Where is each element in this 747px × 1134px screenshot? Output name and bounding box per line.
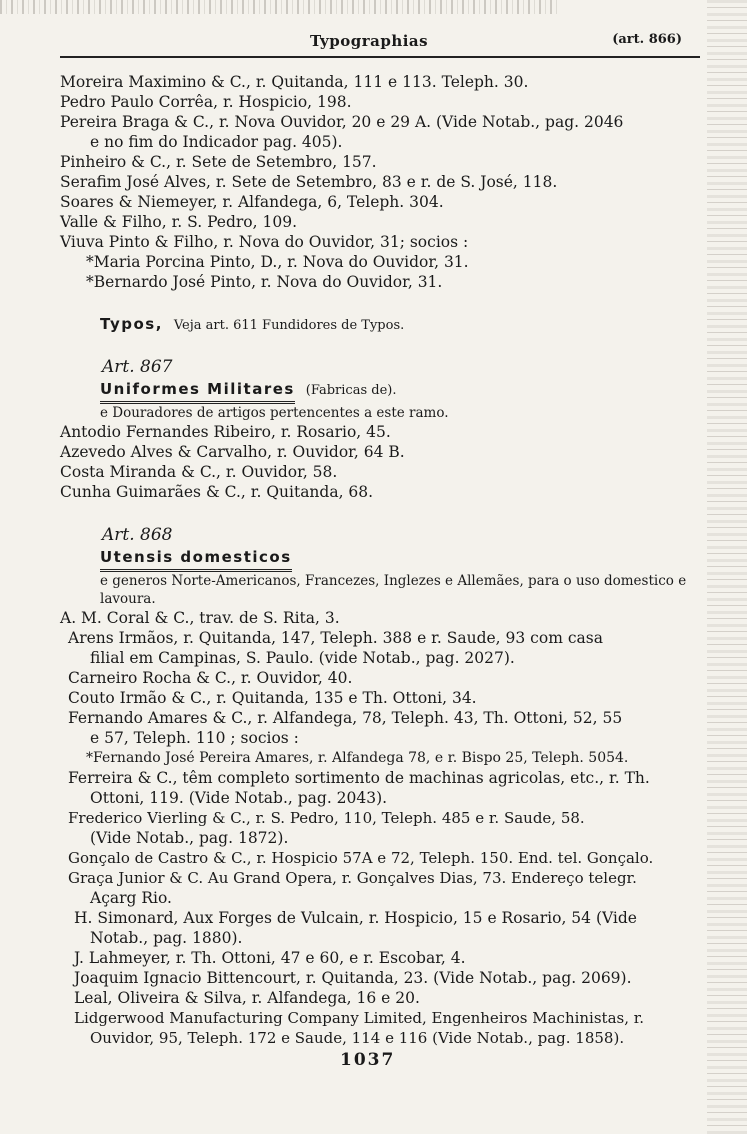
- list-item: (Vide Notab., pag. 1872).: [90, 829, 289, 847]
- list-item: H. Simonard, Aux Forges de Vulcain, r. Hospicio, 15 e Rosario, 54 (Vide: [74, 909, 637, 927]
- list-item: Notab., pag. 1880).: [90, 929, 243, 947]
- list-item: *Fernando José Pereira Amares, r. Alfandega 78, e r. Bispo 25, Teleph. 5054.: [86, 750, 629, 766]
- list-item: Antodio Fernandes Ribeiro, r. Rosario, 45.: [60, 423, 391, 441]
- page-header: [60, 30, 700, 58]
- typos-heading: Typos,: [100, 315, 163, 333]
- article-868-number: Art. 868: [102, 525, 173, 545]
- list-item: Cunha Guimarães & C., r. Quitanda, 68.: [60, 483, 374, 501]
- list-item: Ferreira & C., têm completo sortimento de machinas agricolas, etc., r. Th.: [68, 769, 650, 787]
- list-item: Carneiro Rocha & C., r. Ouvidor, 40.: [68, 669, 353, 687]
- category-title: Utensis domesticos: [100, 546, 292, 572]
- list-item: Valle & Filho, r. S. Pedro, 109.: [60, 213, 298, 231]
- list-item: Lidgerwood Manufacturing Company Limited, Engenheiros Machinistas, r.: [74, 1009, 645, 1027]
- page-title: Typographias: [310, 32, 429, 50]
- list-item: Arens Irmãos, r. Quitanda, 147, Teleph. 388 e r. Saude, 93 com casa: [68, 629, 603, 647]
- list-item: e 57, Teleph. 110 ; socios :: [90, 729, 299, 747]
- list-item: Pereira Braga & C., r. Nova Ouvidor, 20 e 29 A. (Vide Notab., pag. 2046: [60, 113, 624, 131]
- list-item: Azevedo Alves & Carvalho, r. Ouvidor, 64 B.: [60, 443, 405, 461]
- typos-crossref: [60, 314, 710, 336]
- category-suffix: (Fabricas de).: [305, 383, 397, 398]
- list-item: A. M. Coral & C., trav. de S. Rita, 3.: [60, 609, 340, 627]
- list-item: Pedro Paulo Corrêa, r. Hospicio, 198.: [60, 93, 352, 111]
- category-description: e Douradores de artigos pertencentes a este ramo.: [100, 405, 449, 421]
- list-item: Ottoni, 119. (Vide Notab., pag. 2043).: [90, 789, 388, 807]
- list-item: e no fim do Indicador pag. 405).: [90, 133, 343, 151]
- scan-edge-right: [707, 0, 747, 1134]
- article-868-label: [60, 524, 710, 546]
- category-utensis: [60, 546, 710, 572]
- list-item: Leal, Oliveira & Silva, r. Alfandega, 16 e 20.: [74, 989, 420, 1007]
- list-item: Viuva Pinto & Filho, r. Nova do Ouvidor, 31; socios :: [60, 233, 469, 251]
- list-item: Graça Junior & C. Au Grand Opera, r. Gonçalves Dias, 73. Endereço telegr.: [68, 869, 637, 887]
- list-item: Gonçalo de Castro & C., r. Hospicio 57A e 72, Teleph. 150. End. tel. Gonçalo.: [68, 849, 654, 867]
- list-item: J. Lahmeyer, r. Th. Ottoni, 47 e 60, e r. Escobar, 4.: [74, 949, 466, 967]
- list-item: Frederico Vierling & C., r. S. Pedro, 110, Teleph. 485 e r. Saude, 58.: [68, 809, 585, 827]
- page-content: [60, 72, 710, 1048]
- list-item: Joaquim Ignacio Bittencourt, r. Quitanda, 23. (Vide Notab., pag. 2069).: [74, 969, 632, 987]
- list-item: Moreira Maximino & C., r. Quitanda, 111 e 113. Teleph. 30.: [60, 73, 529, 91]
- list-item: Costa Miranda & C., r. Ouvidor, 58.: [60, 463, 338, 481]
- category-uniformes: [60, 378, 710, 404]
- list-item: Soares & Niemeyer, r. Alfandega, 6, Teleph. 304.: [60, 193, 444, 211]
- category-description: e generos Norte-Americanos, Francezes, Inglezes e Allemães, para o uso domestico e lavoura.: [100, 573, 687, 607]
- article-867-number: Art. 867: [102, 357, 173, 377]
- scan-noise-top: [0, 0, 560, 14]
- list-item: *Maria Porcina Pinto, D., r. Nova do Ouvidor, 31.: [86, 253, 469, 271]
- list-item: Ouvidor, 95, Teleph. 172 e Saude, 114 e 116 (Vide Notab., pag. 1858).: [90, 1029, 625, 1047]
- article-reference: (art. 866): [612, 32, 682, 47]
- list-item: Serafim José Alves, r. Sete de Setembro, 83 e r. de S. José, 118.: [60, 173, 558, 191]
- category-title: Uniformes Militares: [100, 378, 295, 404]
- list-item: Couto Irmão & C., r. Quitanda, 135 e Th. Ottoni, 34.: [68, 689, 477, 707]
- list-item: *Bernardo José Pinto, r. Nova do Ouvidor, 31.: [86, 273, 443, 291]
- typos-reference: Veja art. 611 Fundidores de Typos.: [173, 318, 405, 333]
- page-number: 1037: [340, 1050, 396, 1070]
- list-item: Fernando Amares & C., r. Alfandega, 78, Teleph. 43, Th. Ottoni, 52, 55: [68, 709, 623, 727]
- list-item: filial em Campinas, S. Paulo. (vide Notab., pag. 2027).: [90, 649, 515, 667]
- list-item: Pinheiro & C., r. Sete de Setembro, 157.: [60, 153, 377, 171]
- list-item: Açarg Rio.: [90, 889, 172, 907]
- article-867-label: [60, 356, 710, 378]
